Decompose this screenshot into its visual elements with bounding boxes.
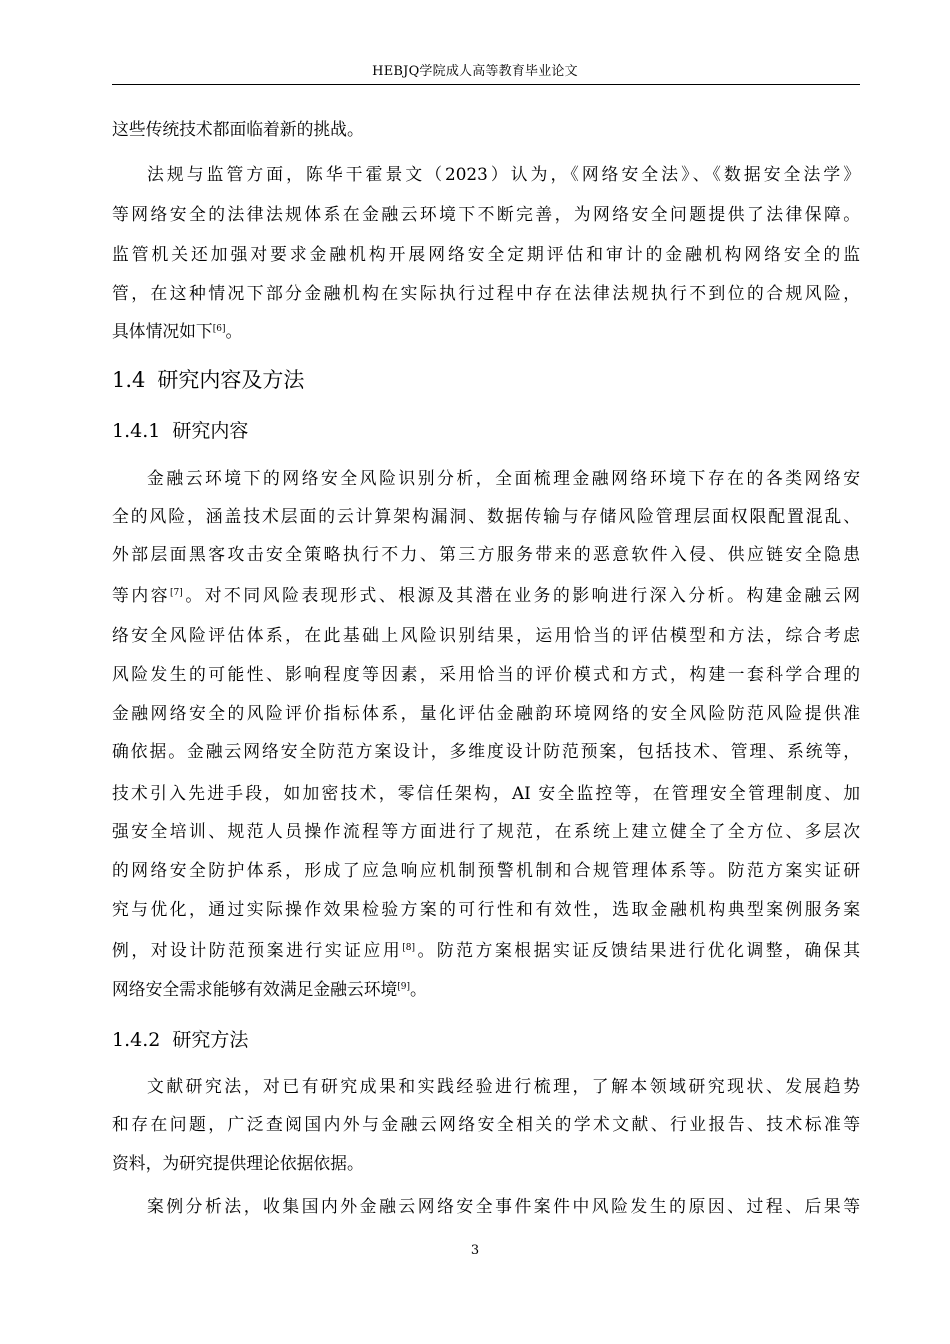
subsection-title: 研究方法 bbox=[172, 1029, 249, 1051]
body-line: 这些传统技术都面临着新的挑战。 bbox=[112, 119, 364, 139]
text-run: 。对不同风险表现形式、根源及其潜在业务的影响进行深入分析。构建金融云网 bbox=[182, 585, 860, 605]
page-number: 3 bbox=[470, 1243, 480, 1258]
body-line: 监管机关还加强对要求金融机构开展网络安全定期评估和审计的金融机构网络安全的监 bbox=[112, 244, 860, 264]
text-run: 。防范方案根据实证反馈结果进行优化调整，确保其 bbox=[414, 940, 860, 960]
body-line: 全的风险，涵盖技术层面的云计算架构漏洞、数据传输与存储风险管理层面权限配置混乱、 bbox=[112, 506, 860, 526]
section-heading bbox=[112, 360, 304, 400]
header-divider bbox=[112, 84, 860, 85]
citation-ref[interactable]: [9] bbox=[397, 982, 411, 992]
section-title: 研究内容及方法 bbox=[157, 368, 305, 392]
text-run: 。 bbox=[410, 979, 427, 999]
subsection-title: 研究内容 bbox=[172, 420, 249, 442]
text-run: 。 bbox=[225, 321, 243, 341]
running-header: HEBJQ学院成人高等教育毕业论文 bbox=[372, 64, 578, 79]
body-line: 法规与监管方面，陈华干霍景文（2023）认为，《网络安全法》、《数据安全法学》 bbox=[147, 164, 860, 184]
body-line: 案例分析法，收集国内外金融云网络安全事件案件中风险发生的原因、过程、后果等 bbox=[147, 1196, 860, 1216]
citation-ref[interactable]: [6] bbox=[212, 324, 226, 334]
body-line: 确依据。金融云网络安全防范方案设计，多维度设计防范预案，包括技术、管理、系统等， bbox=[112, 741, 860, 761]
body-line bbox=[112, 932, 860, 968]
text-run: 具体情况如下 bbox=[112, 321, 213, 341]
subsection-number: 1.4.2 bbox=[112, 1029, 161, 1051]
body-line: 金融云环境下的网络安全风险识别分析，全面梳理金融网络环境下存在的各类网络安 bbox=[147, 468, 860, 488]
body-line: 金融网络安全的风险评价指标体系，量化评估金融韵环境网络的安全风险防范风险提供准 bbox=[112, 703, 860, 723]
text-run: 例，对设计防范预案进行实证应用 bbox=[112, 940, 403, 960]
body-line: 络安全风险评估体系，在此基础上风险识别结果，运用恰当的评估模型和方法，综合考虑 bbox=[112, 625, 860, 645]
text-run: 等内容 bbox=[112, 585, 171, 605]
body-line: 的网络安全防护体系，形成了应急响应机制预警机制和合规管理体系等。防范方案实证研 bbox=[112, 860, 860, 880]
text-run: 网络安全需求能够有效满足金融云环境 bbox=[112, 979, 398, 999]
body-line: 风险发生的可能性、影响程度等因素，采用恰当的评价模式和方式，构建一套科学合理的 bbox=[112, 664, 860, 684]
body-line: 技术引入先进手段，如加密技术，零信任架构，AI 安全监控等，在管理安全管理制度、加 bbox=[112, 783, 860, 803]
body-line: 和存在问题，广泛查阅国内外与金融云网络安全相关的学术文献、行业报告、技术标准等 bbox=[112, 1114, 860, 1134]
body-line: 管，在这种情况下部分金融机构在实际执行过程中存在法律法规执行不到位的合规风险， bbox=[112, 283, 860, 303]
body-line bbox=[112, 577, 860, 613]
body-line: 外部层面黑客攻击安全策略执行不力、第三方服务带来的恶意软件入侵、供应链安全隐患 bbox=[112, 544, 860, 564]
body-line: 资料，为研究提供理论依据依据。 bbox=[112, 1153, 364, 1173]
subsection-number: 1.4.1 bbox=[112, 420, 161, 442]
body-line: 文献研究法，对已有研究成果和实践经验进行梳理，了解本领域研究现状、发展趋势 bbox=[147, 1076, 860, 1096]
body-line: 强安全培训、规范人员操作流程等方面进行了规范，在系统上建立健全了全方位、多层次 bbox=[112, 821, 860, 841]
citation-ref[interactable]: [8] bbox=[402, 943, 415, 953]
body-line bbox=[112, 971, 860, 1007]
body-line: 究与优化，通过实际操作效果检验方案的可行性和有效性，选取金融机构典型案例服务案 bbox=[112, 899, 860, 919]
citation-ref[interactable]: [7] bbox=[170, 588, 183, 598]
body-line bbox=[112, 313, 860, 349]
subsection-heading bbox=[112, 1022, 248, 1058]
section-number: 1.4 bbox=[112, 368, 146, 392]
body-line: 等网络安全的法律法规体系在金融云环境下不断完善，为网络安全问题提供了法律保障。 bbox=[112, 204, 860, 224]
subsection-heading bbox=[112, 413, 248, 449]
